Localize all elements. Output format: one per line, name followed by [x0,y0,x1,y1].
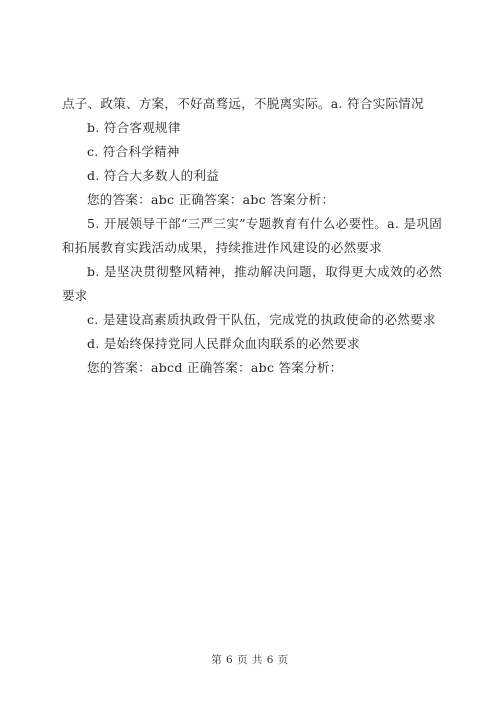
paragraph-continuation: 点子、政策、方案，不好高骛远，不脱离实际。a. 符合实际情况 [62,96,424,111]
page-footer: 第 6 页 共 6 页 [211,654,289,666]
answer-line-2: 您的答案：abcd 正确答案：abc 答案分析： [87,360,343,375]
question-5: 5. 开展领导干部“三严三实”专题教育有什么必要性。a. 是巩固和拓展教育实践活动成果，持续推进作风建设的必然要求 [62,216,442,255]
option-c-1: c. 符合科学精神 [87,144,180,159]
option-b-1: b. 符合客观规律 [87,120,181,135]
option-b-2: b. 是坚决贯彻整风精神，推动解决问题，取得更大成效的必然要求 [62,264,442,303]
document-body [62,92,442,380]
option-d-1: d. 符合大多数人的利益 [87,168,220,183]
answer-line-1: 您的答案：abc 正确答案：abc 答案分析： [87,192,335,207]
option-c-2: c. 是建设高素质执政骨干队伍，完成党的执政使命的必然要求 [87,312,436,327]
option-d-2: d. 是始终保持党同人民群众血肉联系的必然要求 [87,336,360,351]
